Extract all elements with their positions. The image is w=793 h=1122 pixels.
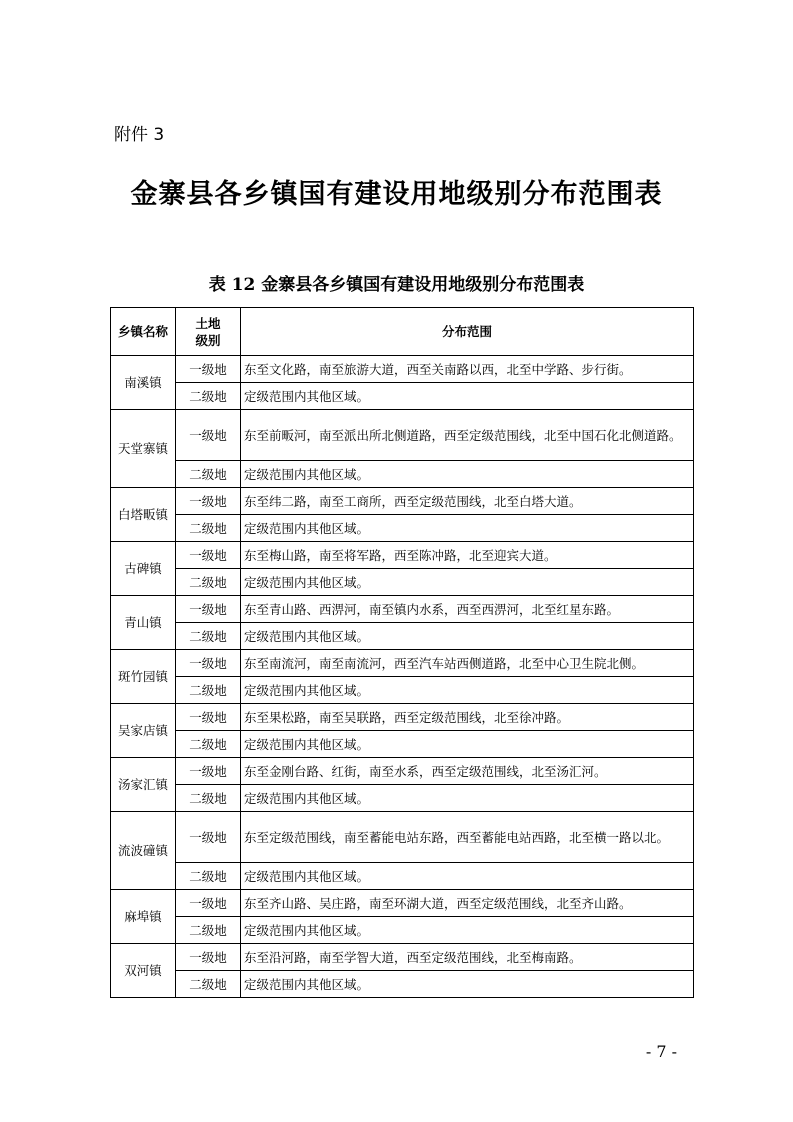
table-row: [111, 971, 694, 998]
table-row: [111, 944, 694, 971]
town-name: 流波䃥镇: [111, 812, 176, 890]
level-cell: 二级地: [176, 515, 241, 542]
town-name: 青山镇: [111, 596, 176, 650]
document-title: 金寨县各乡镇国有建设用地级别分布范围表: [130, 179, 663, 210]
town-name: 汤家汇镇: [111, 758, 176, 812]
level-cell: 一级地: [176, 542, 241, 569]
range-cell: 定级范围内其他区域。: [241, 569, 694, 596]
table-row: [111, 785, 694, 812]
level-cell: 一级地: [176, 410, 241, 461]
level-cell: 二级地: [176, 569, 241, 596]
range-cell: 定级范围内其他区域。: [241, 971, 694, 998]
level-cell: 一级地: [176, 944, 241, 971]
attachment-label: 附件 3: [114, 125, 165, 145]
range-cell: 东至南流河，南至南流河，西至汽车站西侧道路，北至中心卫生院北侧。: [241, 650, 694, 677]
level-cell: 二级地: [176, 623, 241, 650]
table-row: [111, 758, 694, 785]
header-level: [176, 308, 241, 356]
level-cell: 二级地: [176, 863, 241, 890]
table-row: [111, 356, 694, 383]
header-level-line-1: 土地: [195, 315, 221, 331]
town-name: 天堂寨镇: [111, 410, 176, 488]
header-range: 分布范围: [241, 308, 694, 356]
town-name: 双河镇: [111, 944, 176, 998]
table-row: [111, 488, 694, 515]
range-cell: 东至梅山路，南至将军路，西至陈冲路，北至迎宾大道。: [241, 542, 694, 569]
range-cell: 东至沿河路，南至学智大道，西至定级范围线，北至梅南路。: [241, 944, 694, 971]
range-cell: 东至青山路、西淠河，南至镇内水系，西至西淠河，北至红星东路。: [241, 596, 694, 623]
town-name: 南溪镇: [111, 356, 176, 410]
table-header-row: [111, 308, 694, 356]
range-cell: 东至定级范围线，南至蓄能电站东路，西至蓄能电站西路，北至横一路以北。: [241, 812, 694, 863]
level-cell: 一级地: [176, 488, 241, 515]
range-cell: 定级范围内其他区域。: [241, 383, 694, 410]
range-cell: 定级范围内其他区域。: [241, 731, 694, 758]
town-name: 白塔畈镇: [111, 488, 176, 542]
header-town: 乡镇名称: [111, 308, 176, 356]
level-cell: 一级地: [176, 650, 241, 677]
level-cell: 二级地: [176, 677, 241, 704]
table-row: [111, 731, 694, 758]
header-level-line-2: 级别: [195, 332, 221, 348]
level-cell: 一级地: [176, 890, 241, 917]
table-row: [111, 383, 694, 410]
range-cell: 定级范围内其他区域。: [241, 785, 694, 812]
level-cell: 二级地: [176, 383, 241, 410]
table-row: [111, 863, 694, 890]
range-cell: 东至金刚台路、红街，南至水系，西至定级范围线，北至汤汇河。: [241, 758, 694, 785]
table-row: [111, 812, 694, 863]
level-cell: 二级地: [176, 461, 241, 488]
table-row: [111, 542, 694, 569]
level-cell: 一级地: [176, 812, 241, 863]
range-cell: 定级范围内其他区域。: [241, 623, 694, 650]
town-name: 吴家店镇: [111, 704, 176, 758]
town-name: 麻埠镇: [111, 890, 176, 944]
range-cell: 定级范围内其他区域。: [241, 677, 694, 704]
level-cell: 二级地: [176, 785, 241, 812]
table-row: [111, 917, 694, 944]
table-row: [111, 515, 694, 542]
page-number: - 7 -: [645, 1042, 677, 1061]
table-row: [111, 677, 694, 704]
level-cell: 二级地: [176, 917, 241, 944]
range-cell: 东至齐山路、吴庄路，南至环湖大道，西至定级范围线，北至齐山路。: [241, 890, 694, 917]
table-row: [111, 569, 694, 596]
level-cell: 一级地: [176, 596, 241, 623]
range-cell: 定级范围内其他区域。: [241, 863, 694, 890]
table-row: [111, 623, 694, 650]
table-title: 表 12 金寨县各乡镇国有建设用地级别分布范围表: [208, 275, 585, 295]
range-cell: 定级范围内其他区域。: [241, 461, 694, 488]
range-cell: 定级范围内其他区域。: [241, 917, 694, 944]
level-cell: 二级地: [176, 971, 241, 998]
table-row: [111, 890, 694, 917]
range-cell: 定级范围内其他区域。: [241, 515, 694, 542]
range-cell: 东至果松路，南至吴联路，西至定级范围线，北至徐冲路。: [241, 704, 694, 731]
level-cell: 一级地: [176, 356, 241, 383]
level-cell: 一级地: [176, 758, 241, 785]
table-row: [111, 461, 694, 488]
land-level-table: [110, 307, 694, 998]
table-row: [111, 410, 694, 461]
table-row: [111, 596, 694, 623]
town-name: 古碑镇: [111, 542, 176, 596]
range-cell: 东至前畈河，南至派出所北侧道路，西至定级范围线，北至中国石化北侧道路。: [241, 410, 694, 461]
level-cell: 二级地: [176, 731, 241, 758]
table-row: [111, 704, 694, 731]
level-cell: 一级地: [176, 704, 241, 731]
range-cell: 东至文化路，南至旅游大道，西至关南路以西，北至中学路、步行街。: [241, 356, 694, 383]
range-cell: 东至纬二路，南至工商所，西至定级范围线，北至白塔大道。: [241, 488, 694, 515]
town-name: 斑竹园镇: [111, 650, 176, 704]
table-row: [111, 650, 694, 677]
